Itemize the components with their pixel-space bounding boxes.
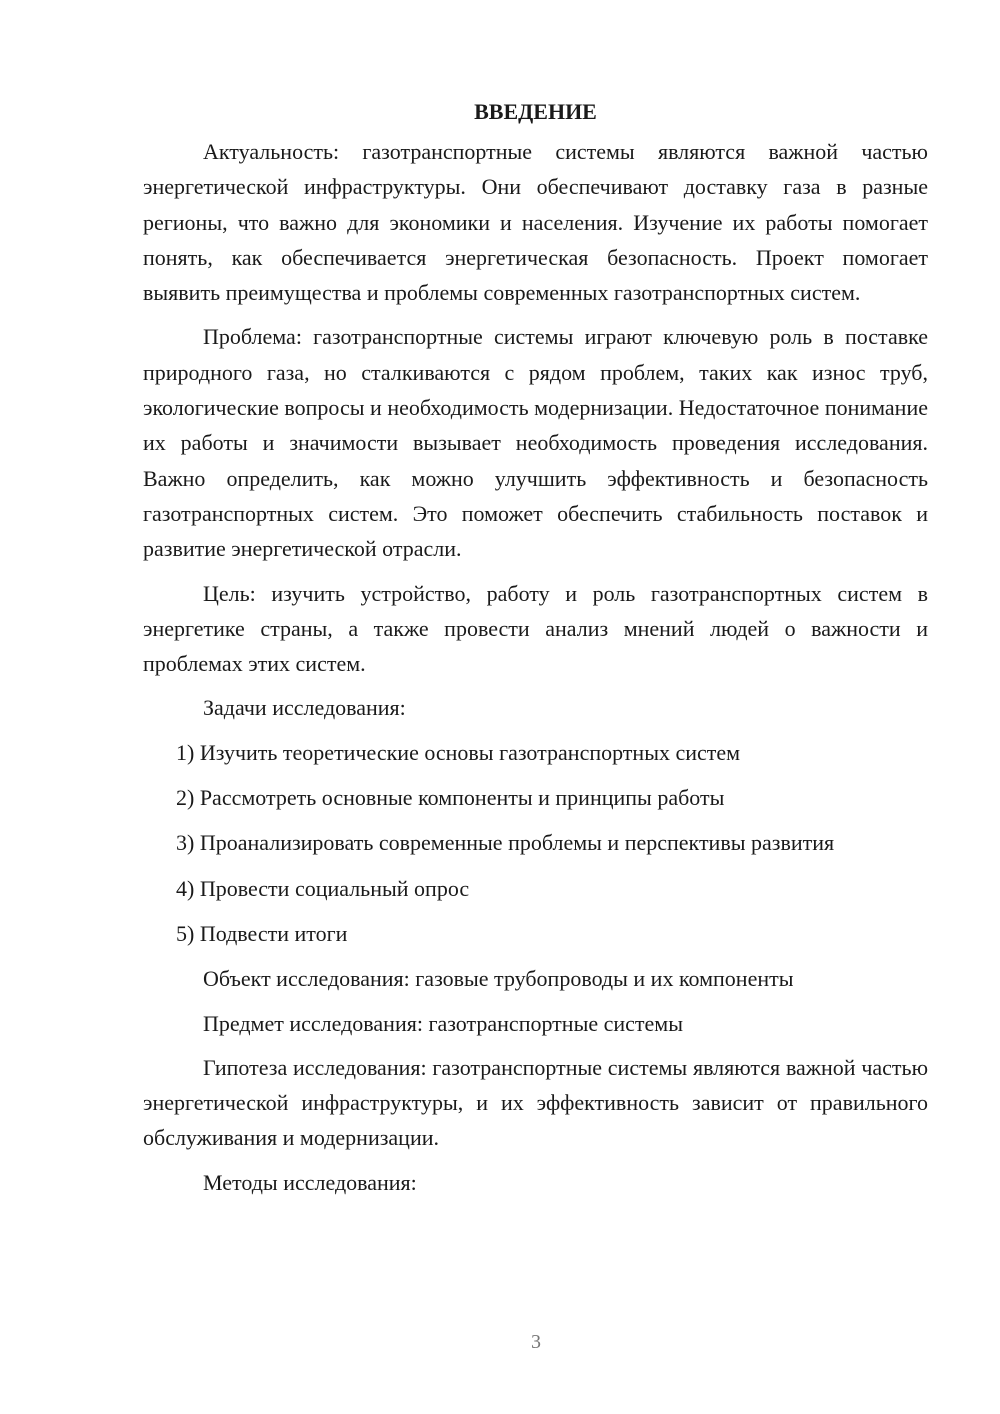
page-title: ВВЕДЕНИЕ — [474, 99, 597, 124]
list-item: 3) Проанализировать современные проблемы и перспективы развития — [176, 830, 835, 856]
object-paragraph: Объект исследования: газовые трубопроводы и их компоненты — [203, 966, 794, 992]
list-item: 2) Рассмотреть основные компоненты и принципы работы — [176, 785, 725, 811]
goal-paragraph: Цель: изучить устройство, работу и роль газотранспортных систем в энергетике страны, а также провести анализ мнений людей о важности и проблемах этих систем. — [143, 580, 928, 677]
subject-paragraph: Предмет исследования: газотранспортные системы — [203, 1010, 683, 1036]
tasks-heading: Задачи исследования: — [203, 695, 406, 721]
list-item: 1) Изучить теоретические основы газотранспортных систем — [176, 739, 741, 765]
list-item: 5) Подвести итоги — [176, 920, 348, 946]
relevance-paragraph: Актуальность: газотранспортные системы являются важной частью энергетической инфраструктуры. Они обеспечивают доставку газа в разные регионы, что важно для экономики и населения. Изучение их работы помогает понять, как обеспечивается энергетическая безопасность. Проект помогает выявить преимущества и проблемы современных газотранспортных систем. — [143, 139, 928, 306]
hypothesis-paragraph: Гипотеза исследования: газотранспортные системы являются важной частью энергетической инфраструктуры, и их эффективность зависит от правильного обслуживания и модернизации. — [143, 1054, 928, 1151]
problem-paragraph: Проблема: газотранспортные системы играют ключевую роль в поставке природного газа, но сталкиваются с рядом проблем, таких как износ труб, экологические вопросы и необходимость модернизации. Недостаточное понимание их работы и значимости вызывает необходимость проведения исследования. Важно определить, как можно улучшить эффективность и безопасность газотранспортных систем. Это поможет обеспечить стабильность поставок и развитие энергетической отрасли. — [143, 324, 928, 562]
methods-heading: Методы исследования: — [203, 1169, 417, 1195]
list-item: 4) Провести социальный опрос — [176, 875, 470, 901]
document-page — [143, 94, 928, 1209]
page-number: 3 — [531, 1331, 541, 1353]
tasks-list — [143, 735, 928, 951]
